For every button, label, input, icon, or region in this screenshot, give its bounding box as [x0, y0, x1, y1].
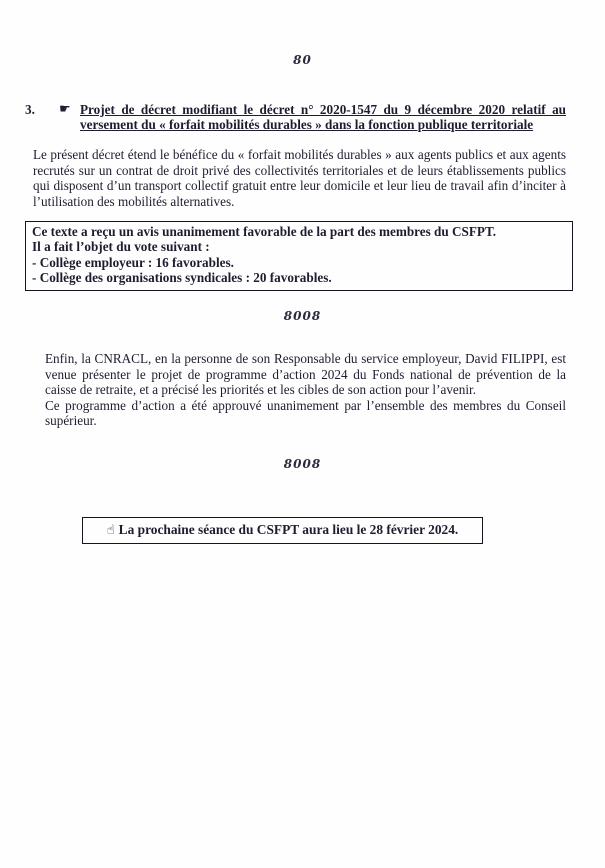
vote-box-line-college-syndicales: - Collège des organisations syndicales : 20 favorables. — [32, 270, 332, 286]
agenda-item-heading — [25, 102, 566, 132]
pointing-hand-up-icon: ☝ — [106, 523, 115, 538]
page-top-ornament: 80 — [293, 53, 312, 67]
next-session-box — [82, 517, 483, 544]
vote-box-line-favorable-opinion: Ce texte a reçu un avis unanimement favorable de la part des membres du CSFPT. — [32, 224, 497, 239]
agenda-item-title: Projet de décret modifiant le décret n° 2020-1547 du 9 décembre 2020 relatif au versement du « forfait mobilités durables » dans la fonction publique territoriale — [80, 102, 566, 133]
vote-result-box — [25, 221, 573, 291]
vote-box-line-college-employeur: - Collège employeur : 16 favorables. — [32, 254, 234, 270]
agenda-item-number: 3. — [25, 102, 35, 117]
decree-summary-paragraph: Le présent décret étend le bénéfice du « forfait mobilités durables » aux agents publics et aux agents recrutés sur un contrat de droit privé des collectivités territoriales et de leurs établissements publics qui disposent d’un transport collectif gratuit entre leur domicile et leur lieu de travail afin d’inciter à l’utilisation des mobilités alternatives. — [33, 147, 566, 209]
cnracl-presentation-paragraph: Enfin, la CNRACL, en la personne de son Responsable du service employeur, David FILIPPI, est venue présenter le projet de programme d’action 2024 du Fonds national de prévention de la caisse de retraite, et a précisé les priorités et les cibles de son action pour l’avenir. — [45, 351, 566, 398]
agenda-item-body — [59, 102, 566, 132]
pointing-hand-right-icon: ☛ — [59, 102, 71, 117]
cnracl-approval-paragraph: Ce programme d’action a été approuvé unanimement par l’ensemble des membres du Conseil supérieur. — [45, 397, 566, 429]
cnracl-section — [45, 351, 566, 429]
section-divider-ornament: 8008 — [283, 309, 322, 323]
vote-box-line-vote-intro: Il a fait l’objet du vote suivant : — [32, 239, 210, 255]
section-divider-ornament: 8008 — [283, 457, 322, 471]
next-session-text: La prochaine séance du CSFPT aura lieu le 28 février 2024. — [118, 522, 459, 537]
